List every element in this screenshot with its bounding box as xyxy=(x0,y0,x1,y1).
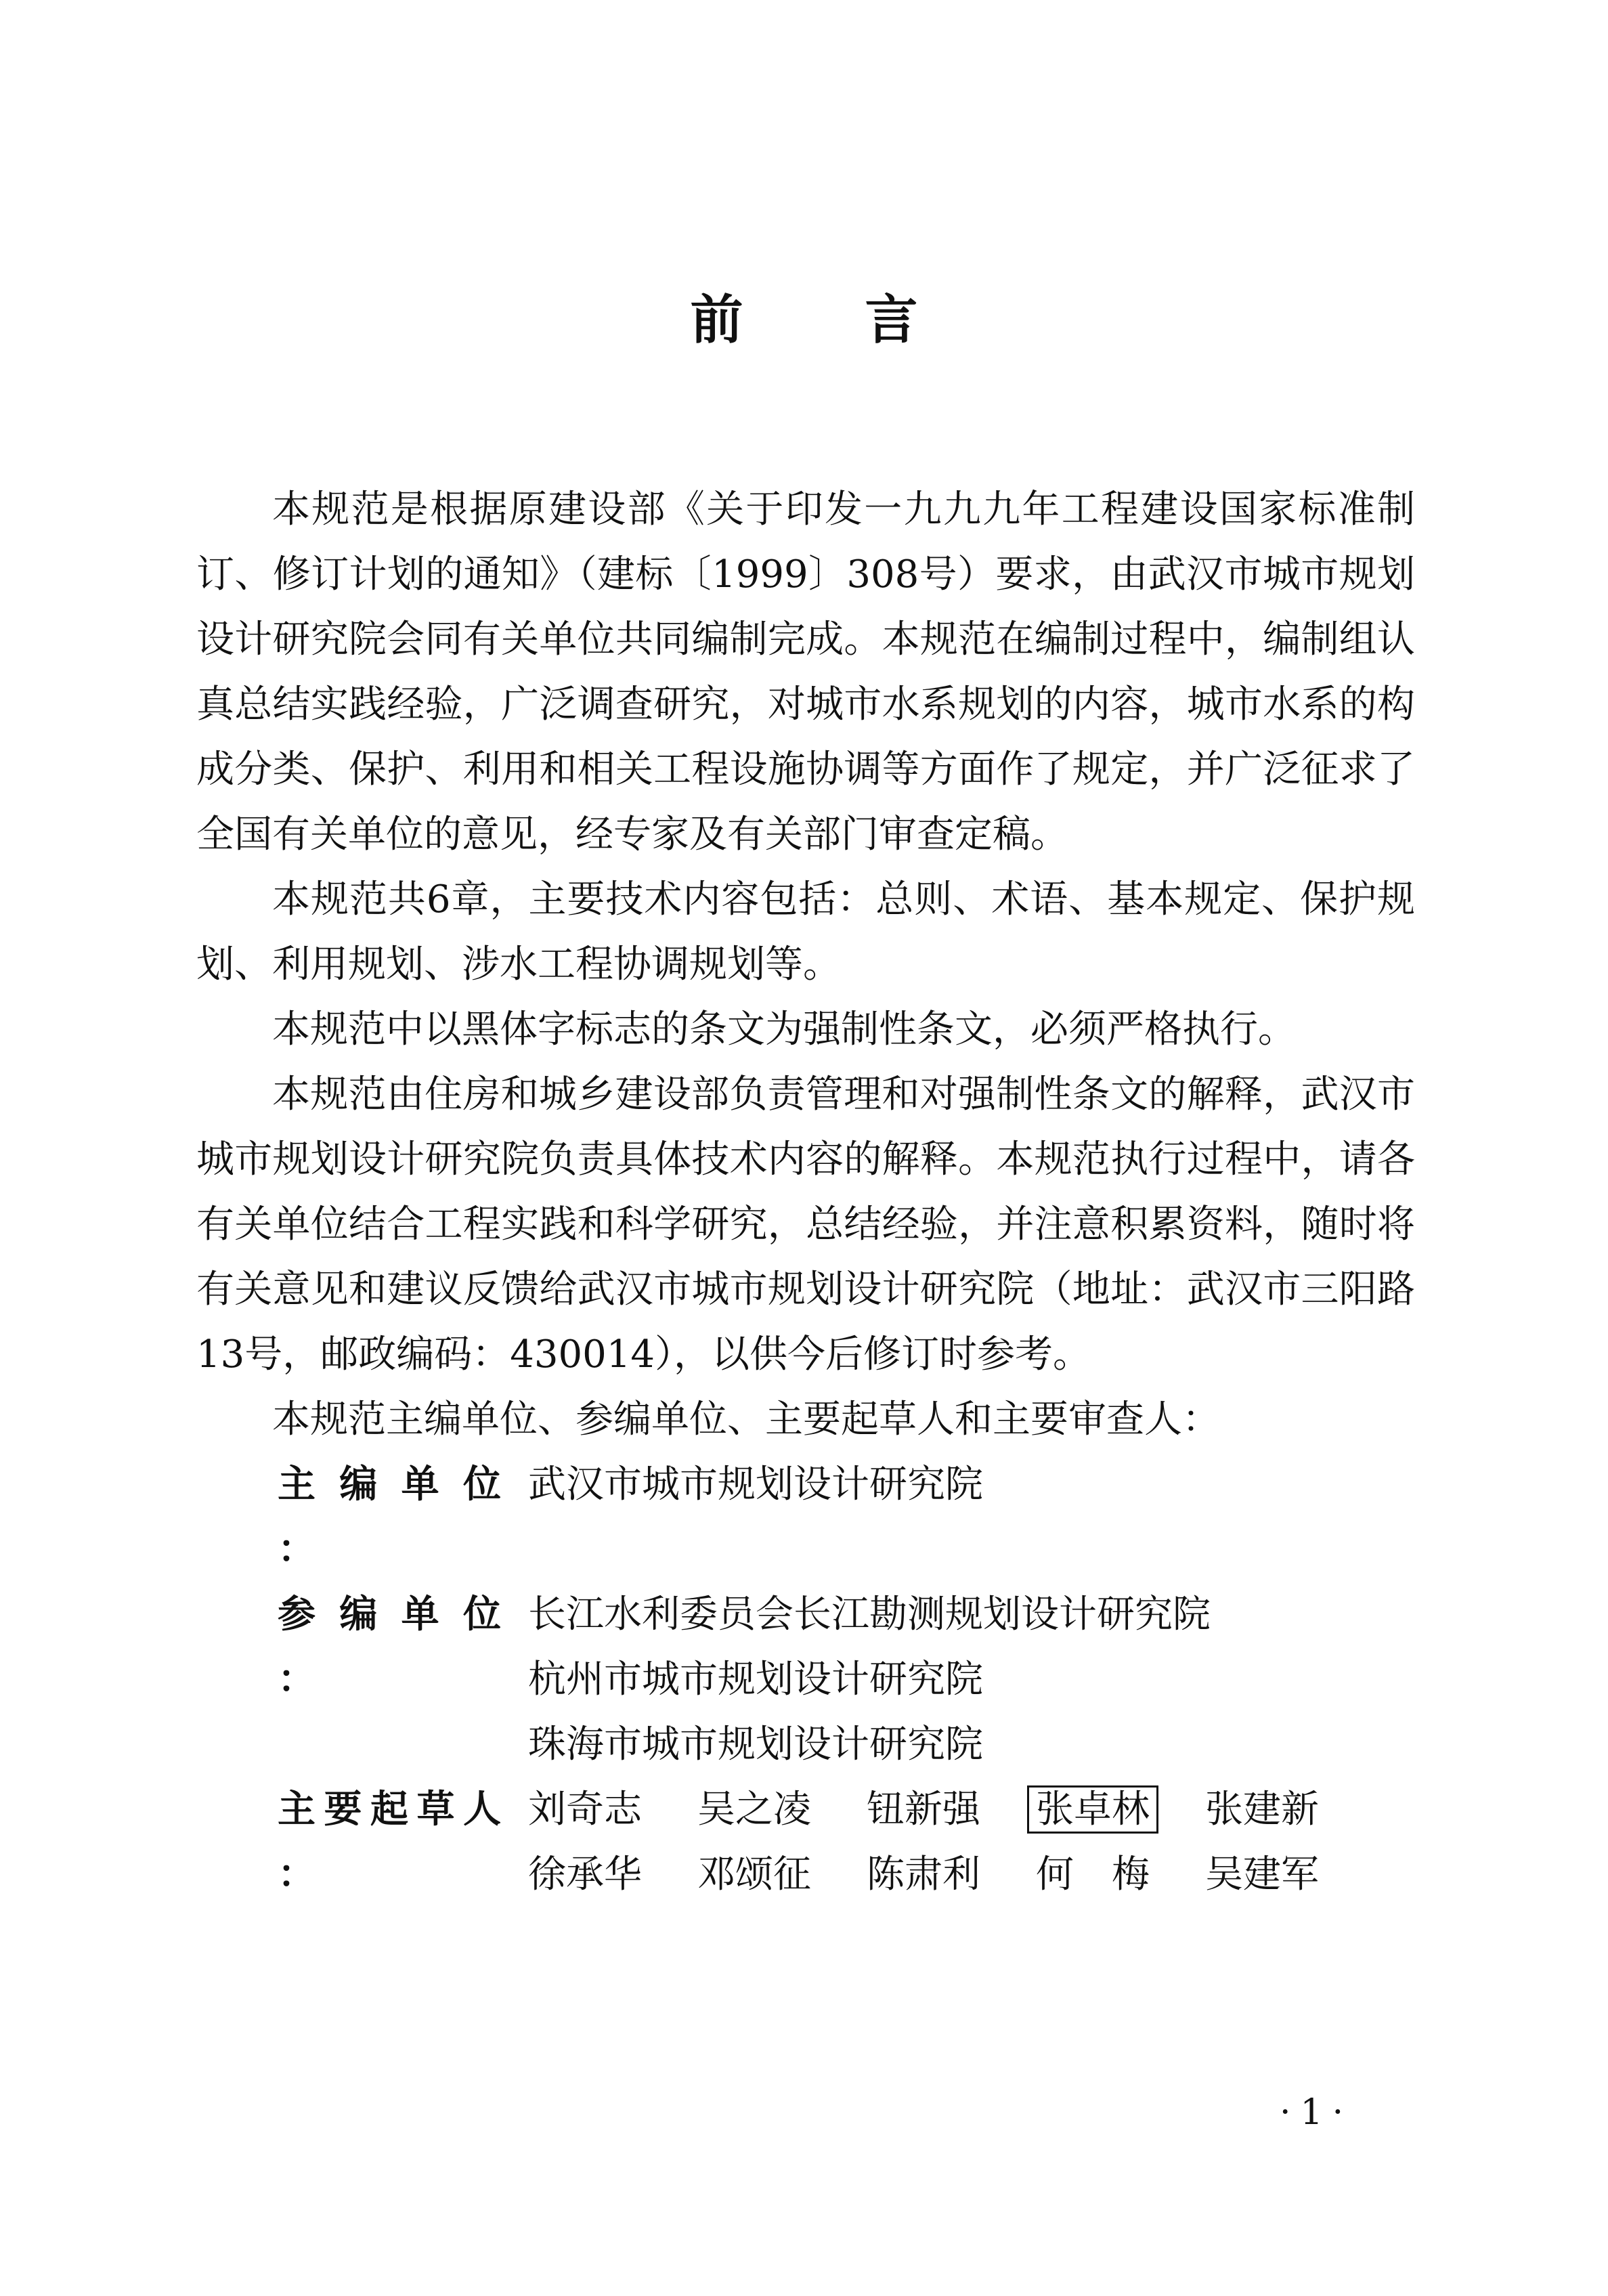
paragraph-2: 本规范共6章，主要技术内容包括：总则、术语、基本规定、保护规划、利用规划、涉水工程协调规划等。 xyxy=(196,878,1415,987)
drafters-list xyxy=(528,1777,1415,1907)
participating-units-list xyxy=(528,1582,1415,1777)
participating-units-label: 参编单位 xyxy=(278,1593,501,1637)
paragraph-3: 本规范中以黑体字标志的条文为强制性条文，必须严格执行。 xyxy=(272,1008,1296,1052)
paragraph-1: 本规范是根据原建设部《关于印发一九九九年工程建设国家标准制订、修订计划的通知》（建标〔1999〕308号）要求，由武汉市城市规划设计研究院会同有关单位共同编制完成。本规范在编制过程中，编制组认真总结实践经验，广泛调查研究，对城市水系规划的内容，城市水系的构成分类、保护、利用和相关工程设施协调等方面作了规定，并广泛征求了全国有关单位的意见，经专家及有关部门审查定稿。 xyxy=(196,488,1415,857)
drafter-name: 吴之凌 xyxy=(697,1788,811,1832)
drafter-name-boxed-cell xyxy=(1036,1777,1205,1842)
drafter-name: 刘奇志 xyxy=(528,1788,642,1832)
chief-unit-row xyxy=(278,1452,1415,1582)
participating-units-label-cell xyxy=(278,1582,528,1712)
chief-unit-label-cell xyxy=(278,1452,528,1582)
preface-body xyxy=(196,477,1415,1907)
participating-unit-3: 珠海市城市规划设计研究院 xyxy=(528,1723,983,1767)
drafters-colon: ： xyxy=(278,1853,316,1897)
chief-unit-value: 武汉市城市规划设计研究院 xyxy=(528,1463,983,1507)
drafters-label: 主要起草人 xyxy=(278,1788,501,1832)
drafter-name: 钮新强 xyxy=(867,1788,980,1832)
page-title: 前言 xyxy=(690,290,1040,351)
participating-units-row xyxy=(278,1582,1415,1777)
chief-unit-label: 主编单位 xyxy=(278,1463,501,1507)
page-number: ·1· xyxy=(1280,2092,1353,2133)
participating-units-colon: ： xyxy=(278,1658,316,1702)
paragraph-4: 本规范由住房和城乡建设部负责管理和对强制性条文的解释，武汉市城市规划设计研究院负责具体技术内容的解释。本规范执行过程中，请各有关单位结合工程实践和科学研究，总结经验，并注意积累资料，随时将有关意见和建议反馈给武汉市城市规划设计研究院（地址：武汉市三阳路13号，邮政编码：430014），以供今后修订时参考。 xyxy=(196,1073,1415,1377)
drafter-name: 何 梅 xyxy=(1036,1853,1150,1897)
drafter-name: 邓颂征 xyxy=(697,1853,811,1897)
drafter-name-boxed: 张卓林 xyxy=(1027,1785,1158,1834)
drafters-label-cell xyxy=(278,1777,528,1907)
drafters-row xyxy=(278,1777,1415,1907)
drafter-name: 徐承华 xyxy=(528,1853,642,1897)
drafter-name: 吴建军 xyxy=(1205,1853,1319,1897)
participating-unit-2: 杭州市城市规划设计研究院 xyxy=(528,1658,983,1702)
drafter-name: 陈肃利 xyxy=(867,1853,980,1897)
drafter-name: 张建新 xyxy=(1205,1788,1319,1832)
participating-unit-1: 长江水利委员会长江勘测规划设计研究院 xyxy=(528,1593,1211,1637)
chief-unit-colon: ： xyxy=(278,1528,316,1572)
paragraph-5: 本规范主编单位、参编单位、主要起草人和主要审查人： xyxy=(272,1398,1220,1442)
